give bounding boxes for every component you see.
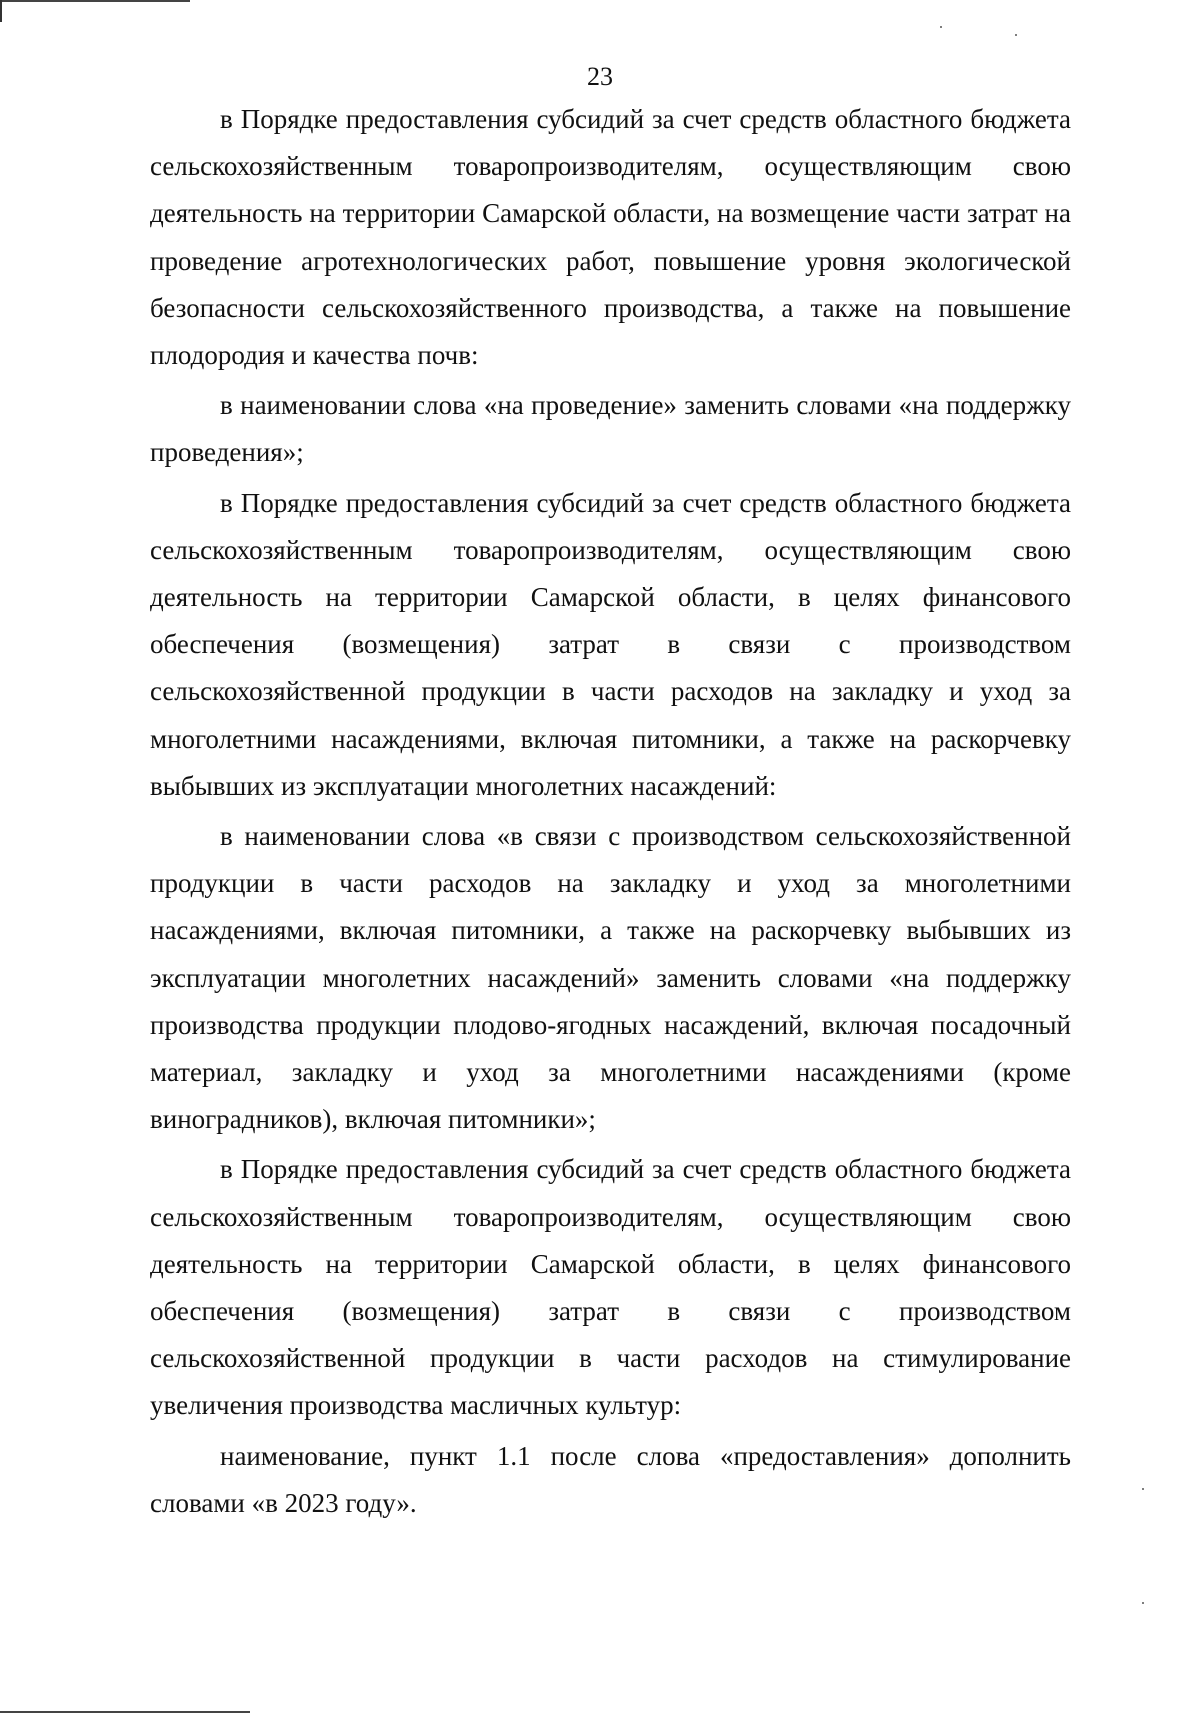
scan-speck [940, 26, 942, 28]
scan-speck [1142, 1602, 1144, 1604]
paragraph-2: в наименовании слова «на проведение» заменить словами «на поддержку проведения»; [150, 390, 1071, 468]
scan-edge-top [0, 0, 190, 2]
paragraph-4: в наименовании слова «в связи с производством сельскохозяйственной продукции в части расходов на закладку и уход за многолетними насаждениями, включая питомники, а также на раскорчевку выбывших из эксплуатации многолетних насаждений» заменить словами «на поддержку производства продукции плодово-ягодных насаждений, включая посадочный материал, закладку и уход за многолетними насаждениями (кроме виноградников), включая питомники»; [150, 821, 1071, 1135]
page-number: 23 [587, 62, 613, 91]
scan-speck [1142, 1488, 1144, 1490]
paragraph-1: в Порядке предоставления субсидий за счет средств областного бюджета сельскохозяйственным товаропроизводителям, осуществляющим свою деятельность на территории Самарской области, на возмещение части затрат на проведение агротехнологических работ, повышение уровня экологической безопасности сельскохозяйственного производства, а также на повышение плодородия и качества почв: [150, 104, 1071, 371]
paragraph-5: в Порядке предоставления субсидий за счет средств областного бюджета сельскохозяйственным товаропроизводителям, осуществляющим свою деятельность на территории Самарской области, в целях финансового обеспечения (возмещения) затрат в связи с производством сельскохозяйственной продукции в части расходов на стимулирование увеличения производства масличных культур: [150, 1154, 1071, 1421]
scan-speck [1015, 34, 1017, 36]
document-body [150, 96, 1071, 1530]
paragraph-3: в Порядке предоставления субсидий за счет средств областного бюджета сельскохозяйственным товаропроизводителям, осуществляющим свою деятельность на территории Самарской области, в целях финансового обеспечения (возмещения) затрат в связи с производством сельскохозяйственной продукции в части расходов на закладку и уход за многолетними насаждениями, включая питомники, а также на раскорчевку выбывших из эксплуатации многолетних насаждений: [150, 487, 1071, 801]
scan-edge-bottom [0, 1711, 250, 1713]
paragraph-6: наименование, пункт 1.1 после слова «предоставления» дополнить словами «в 2023 году». [150, 1440, 1071, 1518]
scan-edge-corner [0, 0, 2, 22]
